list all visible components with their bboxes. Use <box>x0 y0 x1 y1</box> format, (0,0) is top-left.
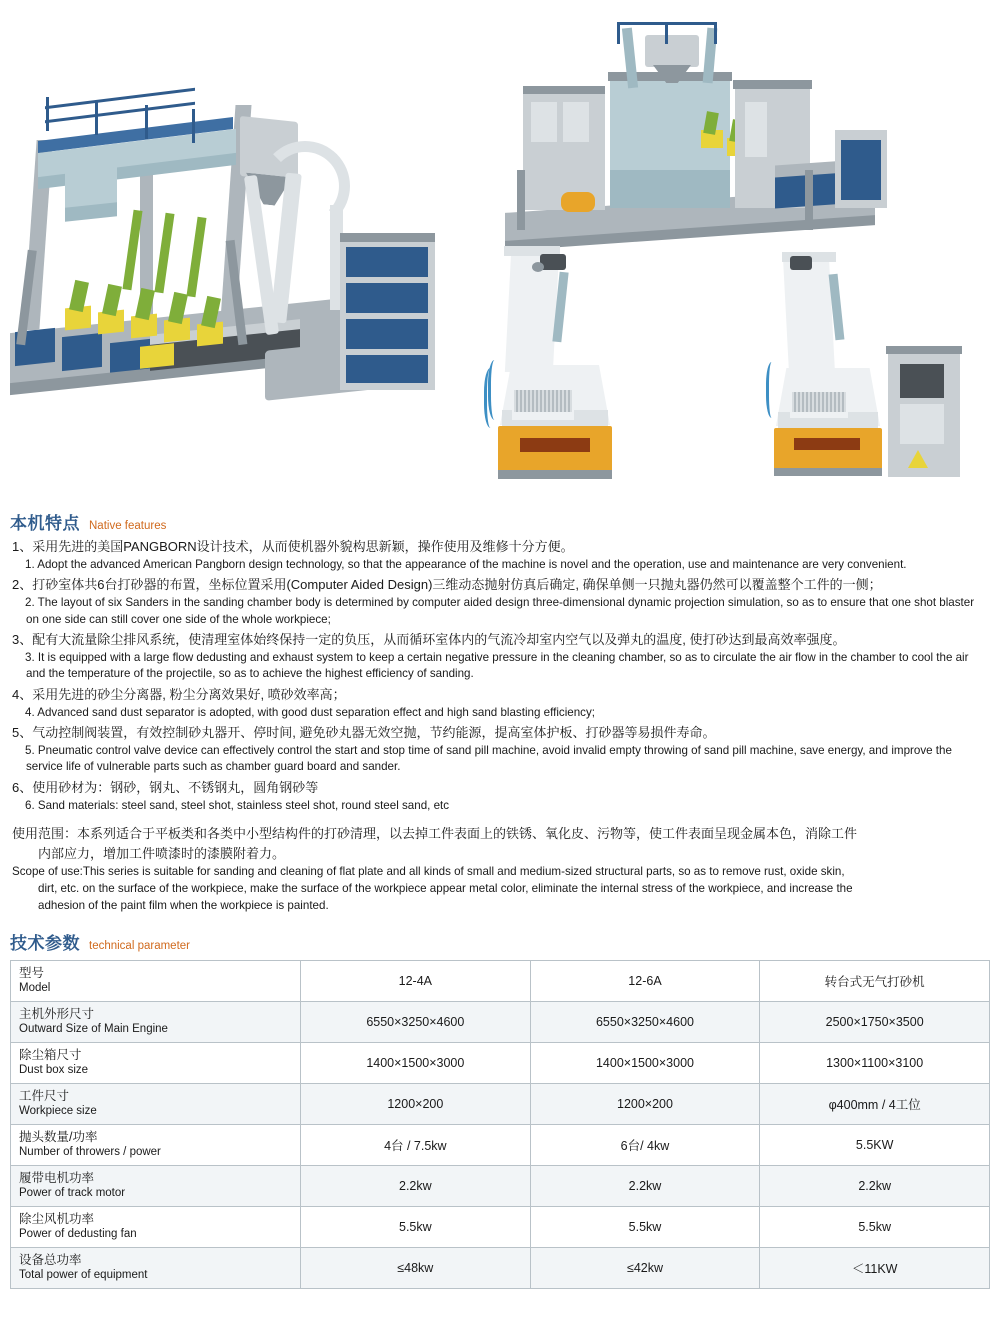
machine-image-large-multi-station-shot-blasting-machine <box>10 45 440 390</box>
row-label-en: Dust box size <box>19 1064 89 1077</box>
scope-en-line3: adhesion of the paint film when the workpiece is painted. <box>38 898 329 912</box>
row-label-en: Total power of equipment <box>19 1269 148 1282</box>
feature-text-cn: 2、打砂室体共6台打砂器的布置，坐标位置采用(Computer Aided Design)三维动态抛射仿真后确定, 确保单侧一只抛丸器仍然可以覆盖整个工件的一侧； <box>12 577 882 593</box>
machine-image-rotary-table-blasting-machine-with-control-cabinet <box>760 250 980 485</box>
feature-text-en: 1. Adopt the advanced American Pangborn design technology, so that the appearance of the machine is novel and the operation, use and maintenance are very convenient. <box>25 557 907 571</box>
cell-value: ≤42kw <box>530 1247 760 1288</box>
features-title-cn: 本机特点 <box>10 514 80 533</box>
cell-value: 5.5kw <box>301 1206 531 1247</box>
scope-cn-line1: 使用范围：本系列适合于平板类和各类中小型结构件的打砂清理，以去掉工件表面上的铁锈、氧化皮、污物等，使工件表面呈现金属本色，消除工件 <box>12 826 858 842</box>
machine-image-rotary-table-sand-blasting-machine <box>480 240 670 485</box>
row-label-cn: 履带电机功率 <box>19 1170 95 1185</box>
cell-value: 2.2kw <box>530 1165 760 1206</box>
row-label-en: Model <box>19 982 51 995</box>
feature-text-en: 3. It is equipped with a large flow dedusting and exhaust system to keep a certain negative pressure in the cleaning chamber, so as to circulate the air flow in the chamber to cool the air and the temperature of the projectile, so as to achieve the highest efficiency of sanding. <box>25 650 969 681</box>
table-row <box>11 1206 990 1247</box>
row-label-cn: 抛头数量/功率 <box>19 1129 98 1144</box>
product-image-gallery <box>0 0 1000 495</box>
scope-of-use-block <box>12 824 988 914</box>
spec-title-cn: 技术参数 <box>10 933 80 953</box>
cell-value: 1200×200 <box>301 1083 531 1124</box>
table-row <box>11 1247 990 1288</box>
cell-value: 4台 / 7.5kw <box>301 1124 531 1165</box>
cell-value: 12-4A <box>301 960 531 1001</box>
row-label-cn: 工件尺寸 <box>19 1088 70 1103</box>
table-row <box>11 1124 990 1165</box>
row-label <box>11 1124 301 1165</box>
row-label-cn: 除尘风机功率 <box>19 1211 95 1226</box>
scope-en-line1: Scope of use:This series is suitable for sanding and cleaning of flat plate and all kinds of small and medium-sized structural parts, so as to remove rust, oxide skin, <box>12 865 845 879</box>
feature-text-cn: 6、使用砂材为：钢砂，钢丸、不锈钢丸，圆角钢砂等 <box>12 779 319 795</box>
cell-value: φ400mm / 4工位 <box>760 1083 990 1124</box>
cell-value: ＜11KW <box>760 1247 990 1288</box>
cell-value: 1300×1100×3100 <box>760 1042 990 1083</box>
feature-item <box>12 724 988 776</box>
cell-value: 1400×1500×3000 <box>530 1042 760 1083</box>
row-label <box>11 1083 301 1124</box>
scope-text-en <box>12 864 988 914</box>
row-label <box>11 1001 301 1042</box>
row-label-en: Number of throwers / power <box>19 1146 161 1159</box>
cell-value: 2.2kw <box>301 1165 531 1206</box>
spec-section-header <box>10 929 990 954</box>
feature-text-cn: 1、采用先进的美国PANGBORN设计技术，从而使机器外貌构思新颖，操作使用及维修十分方便。 <box>12 539 574 554</box>
cell-value: 5.5kw <box>530 1206 760 1247</box>
feature-item <box>12 686 988 721</box>
feature-text-cn: 4、采用先进的砂尘分离器, 粉尘分离效果好, 喷砂效率高； <box>12 686 346 702</box>
features-title-en: Native features <box>89 520 167 532</box>
cell-value: 2.2kw <box>760 1165 990 1206</box>
cell-value: 1400×1500×3000 <box>301 1042 531 1083</box>
row-label-cn: 除尘箱尺寸 <box>19 1047 82 1062</box>
row-label-cn: 型号 <box>19 965 45 980</box>
row-label <box>11 1165 301 1206</box>
feature-item <box>12 576 988 628</box>
row-label-cn: 设备总功率 <box>19 1252 82 1267</box>
cell-value: 6550×3250×4600 <box>301 1001 531 1042</box>
feature-text-cn: 3、配有大流量除尘排风系统，使清理室体始终保持一定的负压，从而循环室体内的气流冷却室内空气以及弹丸的温度, 使打砂达到最高效率强度。 <box>12 632 846 648</box>
feature-text-en: 2. The layout of six Sanders in the sanding chamber body is determined by computer aided design three-dimensional dynamic projection simulation, so as to ensure that one shot blaster on one side can still cover one side of the whole workpiece; <box>25 596 975 626</box>
features-section-header <box>10 509 990 534</box>
scope-text-cn <box>12 824 988 863</box>
cell-value: 6550×3250×4600 <box>530 1001 760 1042</box>
table-row <box>11 1042 990 1083</box>
cell-value: 5.5kw <box>760 1206 990 1247</box>
feature-text-en: 4. Advanced sand dust separator is adopted, with good dust separation effect and high sand blasting efficiency; <box>25 705 595 719</box>
machine-image-dual-chamber-shot-blasting-line <box>505 20 910 255</box>
spec-title-en: technical parameter <box>89 939 190 952</box>
row-label-en: Outward Size of Main Engine <box>19 1023 168 1036</box>
feature-item <box>12 779 988 814</box>
cell-value: 2500×1750×3500 <box>760 1001 990 1042</box>
row-label-en: Workpiece size <box>19 1105 97 1118</box>
feature-text-en: 5. Pneumatic control valve device can effectively control the start and stop time of sand pill machine, avoid invalid empty throwing of sand pill machine, save energy, and improve the service life of vulnerable parts such as chamber guard board and sander. <box>25 743 952 774</box>
cell-value: 6台/ 4kw <box>530 1124 760 1165</box>
row-label <box>11 1206 301 1247</box>
row-label-en: Power of dedusting fan <box>19 1228 137 1241</box>
feature-item <box>12 538 988 573</box>
scope-en-line2: dirt, etc. on the surface of the workpiece, make the surface of the workpiece appear metal color, eliminate the internal stress of the workpiece, and increase the <box>38 881 853 895</box>
row-label <box>11 1247 301 1288</box>
table-row <box>11 1001 990 1042</box>
row-label <box>11 960 301 1001</box>
feature-text-cn: 5、气动控制阀装置，有效控制砂丸器开、停时间, 避免砂丸器无效空抛，节约能源，提高室体护板、打砂器等易损件寿命。 <box>12 725 716 741</box>
table-row <box>11 1165 990 1206</box>
technical-parameter-table <box>10 960 990 1289</box>
table-row <box>11 960 990 1001</box>
feature-text-en: 6. Sand materials: steel sand, steel shot, stainless steel shot, round steel sand, etc <box>25 798 450 812</box>
features-list <box>12 538 988 814</box>
cell-value: ≤48kw <box>301 1247 531 1288</box>
row-label-cn: 主机外形尺寸 <box>19 1006 95 1021</box>
scope-cn-line2: 内部应力，增加工件喷漆时的漆膜附着力。 <box>38 845 286 861</box>
cell-value: 12-6A <box>530 960 760 1001</box>
cell-value: 1200×200 <box>530 1083 760 1124</box>
table-row <box>11 1083 990 1124</box>
feature-item <box>12 631 988 683</box>
row-label <box>11 1042 301 1083</box>
cell-value: 转台式无气打砂机 <box>760 960 990 1001</box>
row-label-en: Power of track motor <box>19 1187 126 1200</box>
cell-value: 5.5KW <box>760 1124 990 1165</box>
